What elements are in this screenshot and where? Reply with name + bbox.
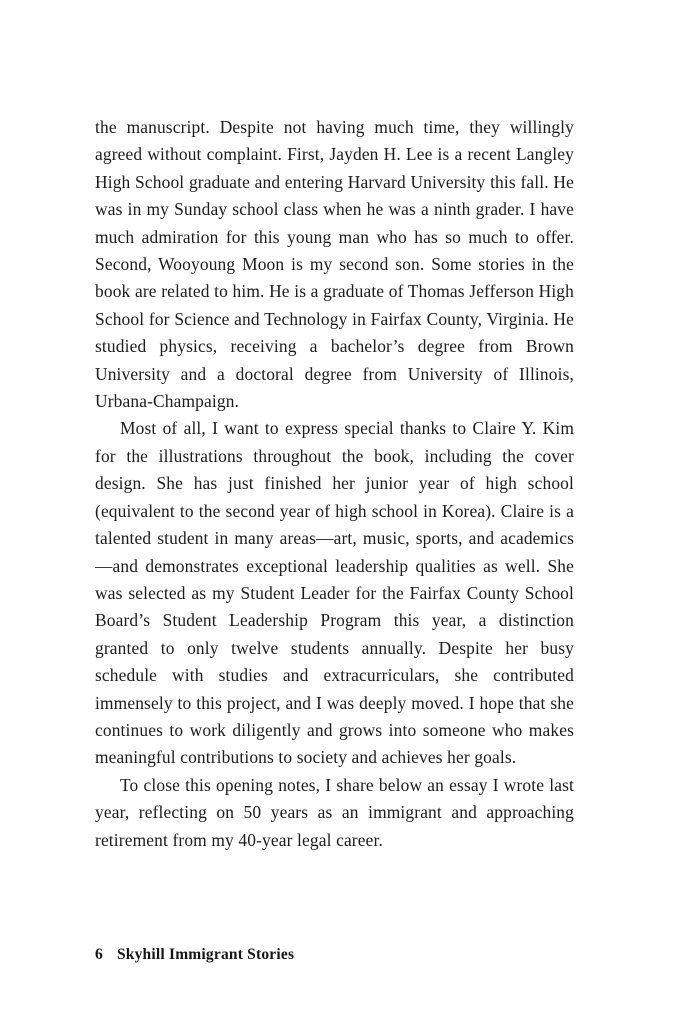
paragraph-manuscript-thanks: the manuscript. Despite not having much time, they willingly agreed without complaint. First, Jayden H. Lee is a recent Langley High School graduate and entering Harvard University this fall. He was in my Sunday school class when he was a ninth grader. I have much admiration for this young man who has so much to offer. Second, Wooyoung Moon is my second son. Some stories in the book are related to him. He is a graduate of Thomas Jefferson High School for Science and Technology in Fairfax County, Virginia. He studied physics, receiving a bachelor’s degree from Brown University and a doctoral degree from University of Illinois, Urbana-Champaign. xyxy=(95,117,574,412)
page-footer xyxy=(95,946,294,964)
page-number: 6 xyxy=(95,946,103,963)
running-title: Skyhill Immigrant Stories xyxy=(116,946,295,963)
page-body-text xyxy=(95,114,574,854)
paragraph-claire-thanks: Most of all, I want to express special thanks to Claire Y. Kim for the illustrations throughout the book, including the cover design. She has just finished her junior year of high school (equivalent to the second year of high school in Korea). Claire is a talented student in many areas—art, music, sports, and academics—and demonstrates exceptional leadership qualities as well. She was selected as my Student Leader for the Fairfax County School Board’s Student Leadership Program this year, a distinction granted to only twelve students annually. Despite her busy schedule with studies and extracurriculars, she contributed immensely to this project, and I was deeply moved. I hope that she continues to work diligently and grows into someone who makes meaningful contributions to society and achieves her goals. xyxy=(95,418,574,768)
paragraph-closing-note: To close this opening notes, I share below an essay I wrote last year, reflecting on 50 years as an immigrant and approaching retirement from my 40-year legal career. xyxy=(95,774,574,850)
